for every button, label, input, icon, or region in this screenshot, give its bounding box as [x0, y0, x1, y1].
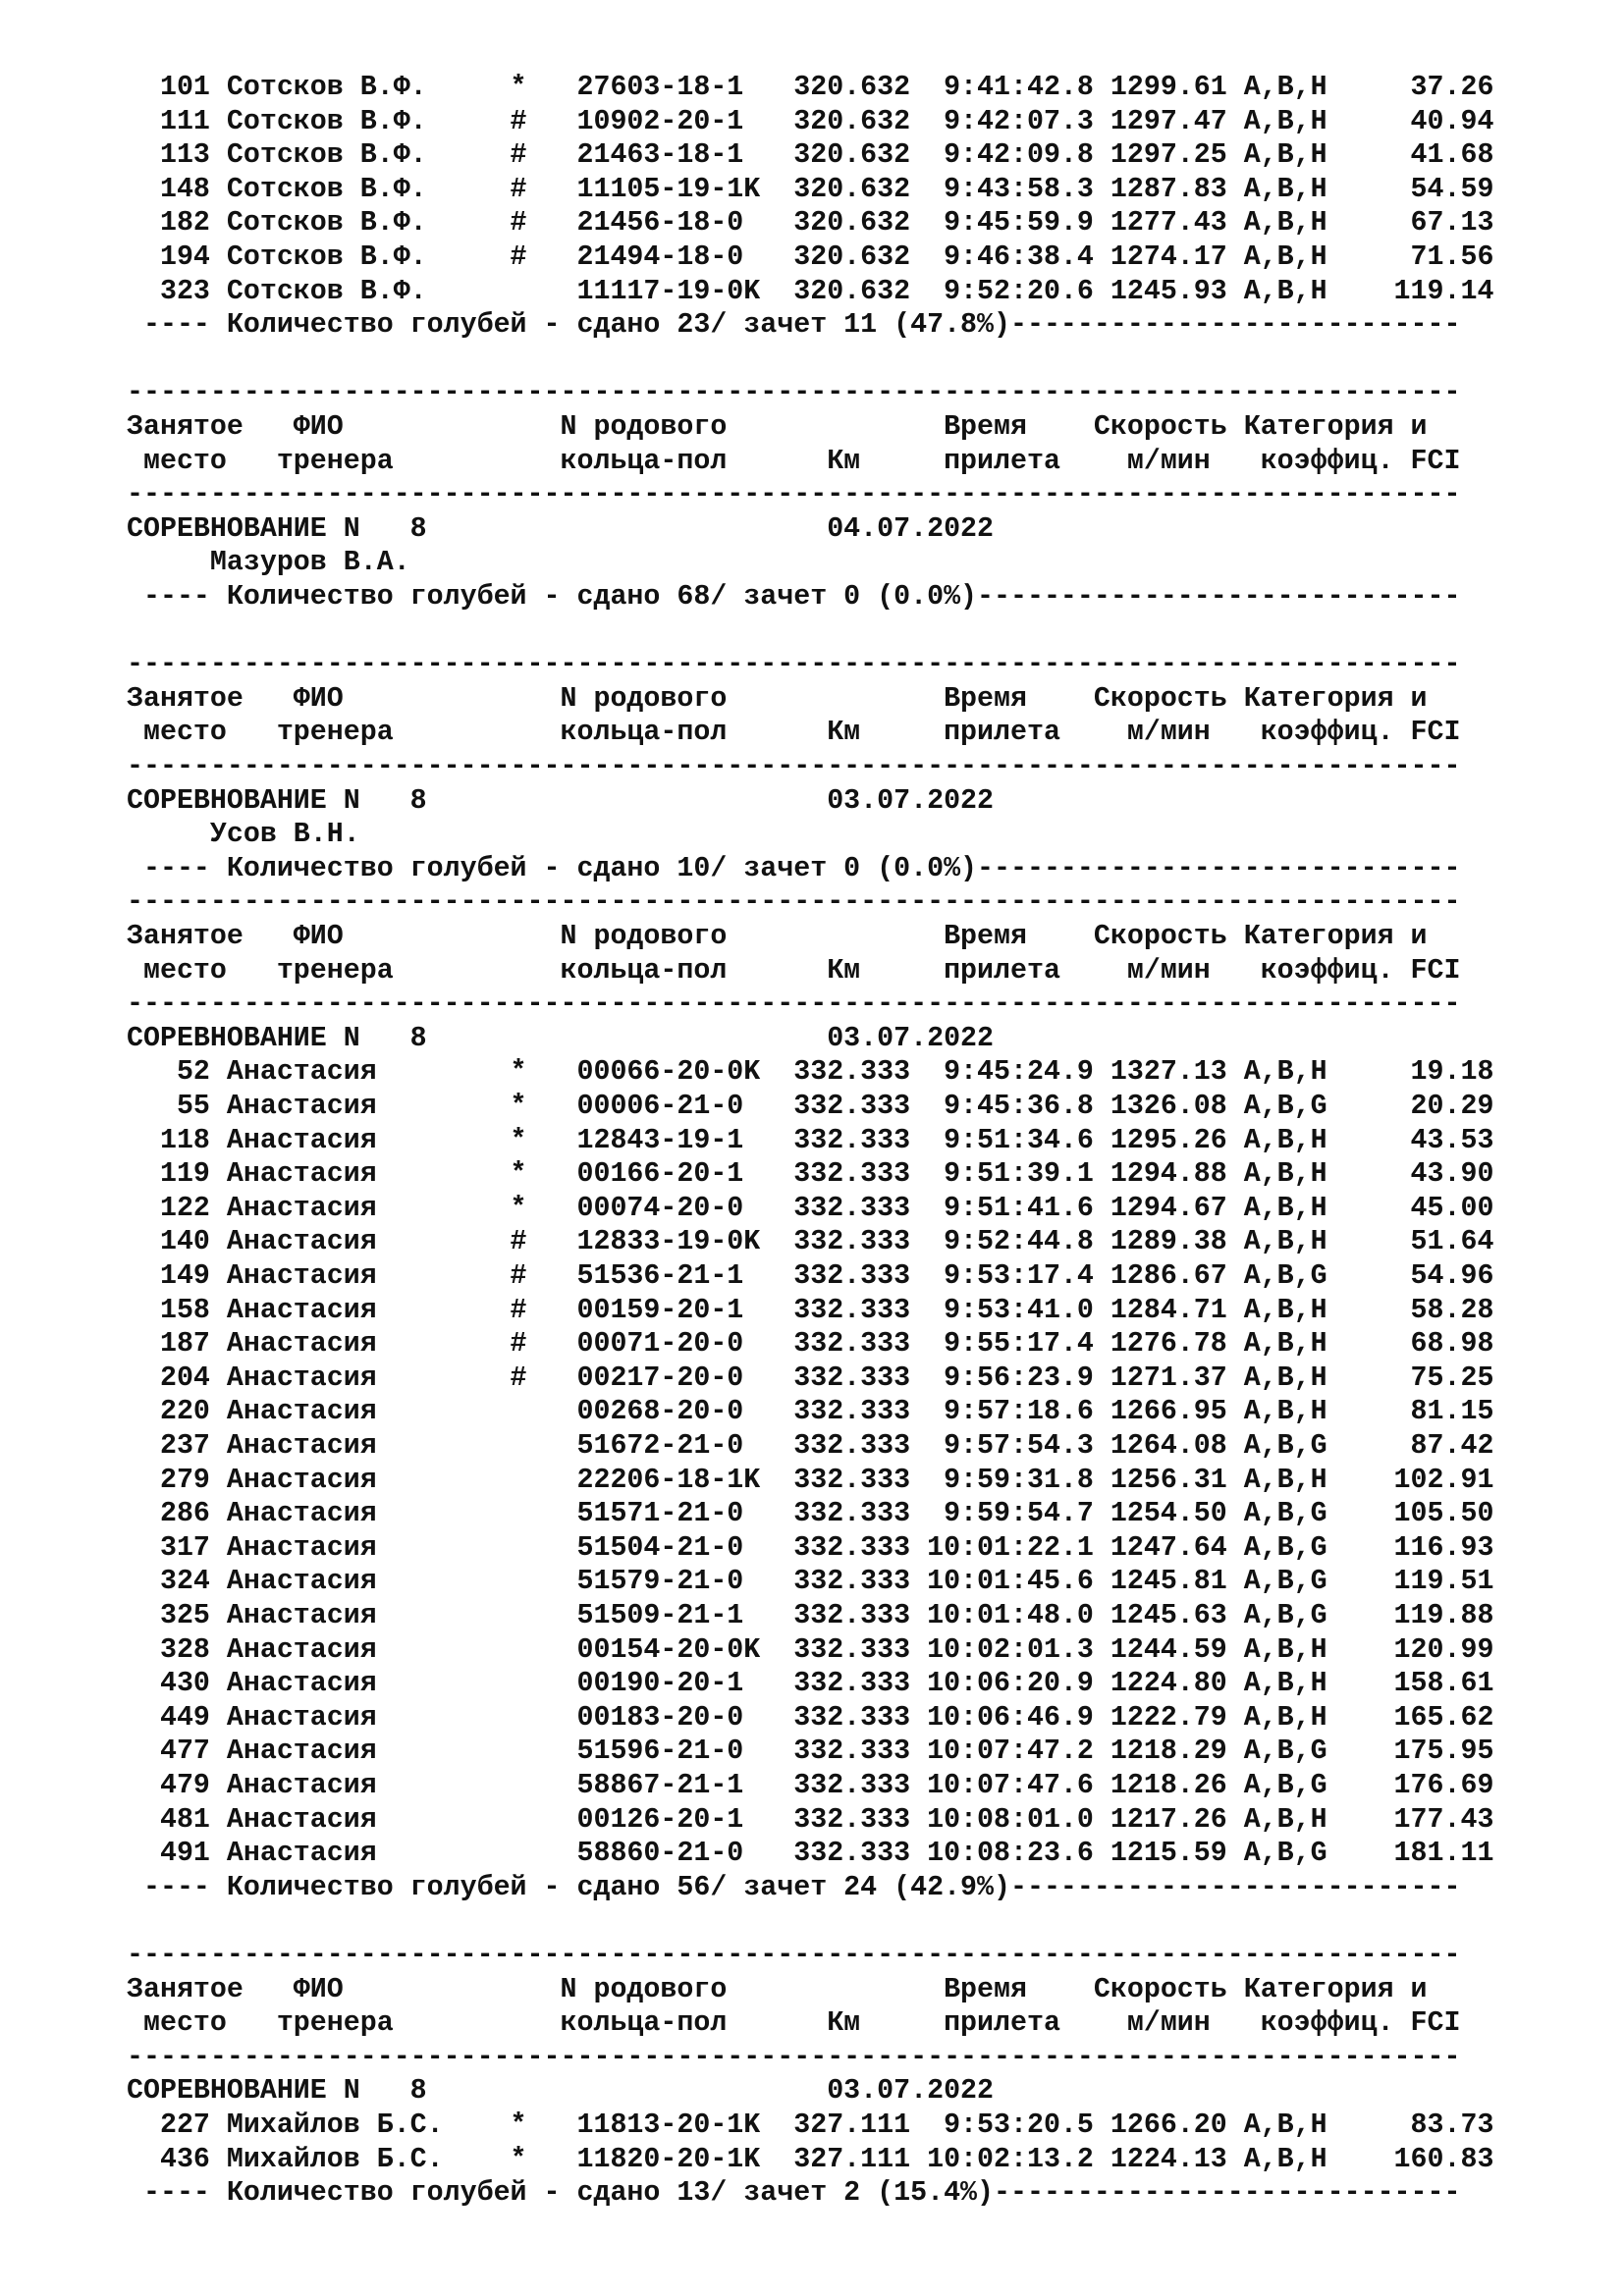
report-line: место тренера кольца-пол Км прилета м/мин коэффиц. FCI: [127, 445, 1461, 477]
report-line: Занятое ФИО N родового Время Скорость Категория и: [127, 682, 1428, 715]
report-line: 220 Анастасия 00268-20-0 332.333 9:57:18.6 1266.95 A,B,H 81.15: [127, 1396, 1494, 1428]
report-line: Занятое ФИО N родового Время Скорость Категория и: [127, 921, 1428, 952]
report-line: 481 Анастасия 00126-20-1 332.333 10:08:01.0 1217.26 A,B,H 177.43: [127, 1803, 1494, 1836]
report-line: 204 Анастасия # 00217-20-0 332.333 9:56:23.9 1271.37 A,B,H 75.25: [127, 1362, 1494, 1394]
report-line: 55 Анастасия * 00006-21-0 332.333 9:45:36.8 1326.08 A,B,G 20.29: [127, 1091, 1494, 1122]
report-line: --------------------------------------------------------------------------------: [127, 2041, 1461, 2073]
report-line: СОРЕВНОВАНИЕ N 8 03.07.2022: [127, 784, 995, 817]
report-line: --------------------------------------------------------------------------------: [127, 1940, 1461, 1971]
report-line: 140 Анастасия # 12833-19-0K 332.333 9:52:44.8 1289.38 A,B,H 51.64: [127, 1226, 1494, 1258]
report-line: 479 Анастасия 58867-21-1 332.333 10:07:47.6 1218.26 A,B,G 176.69: [127, 1770, 1494, 1801]
report-line: --------------------------------------------------------------------------------: [127, 988, 1461, 1021]
report-line: 182 Сотсков В.Ф. # 21456-18-0 320.632 9:45:59.9 1277.43 A,B,H 67.13: [127, 207, 1494, 240]
report-line: 101 Сотсков В.Ф. * 27603-18-1 320.632 9:41:42.8 1299.61 A,B,H 37.26: [127, 72, 1494, 103]
report-line: 317 Анастасия 51504-21-0 332.333 10:01:22.1 1247.64 A,B,G 116.93: [127, 1531, 1494, 1564]
report-line: ---- Количество голубей - сдано 10/ зачет 0 (0.0%)-----------------------------: [127, 852, 1461, 884]
report-line: Занятое ФИО N родового Время Скорость Категория и: [127, 1973, 1428, 2005]
report-line: 227 Михайлов Б.С. * 11813-20-1K 327.111 9:53:20.5 1266.20 A,B,H 83.73: [127, 2109, 1494, 2141]
report-line: 52 Анастасия * 00066-20-0K 332.333 9:45:24.9 1327.13 A,B,H 19.18: [127, 1056, 1494, 1089]
report-line: 122 Анастасия * 00074-20-0 332.333 9:51:41.6 1294.67 A,B,H 45.00: [127, 1192, 1494, 1224]
report-line: 286 Анастасия 51571-21-0 332.333 9:59:54.7 1254.50 A,B,G 105.50: [127, 1498, 1494, 1530]
report-line: 430 Анастасия 00190-20-1 332.333 10:06:20.9 1224.80 A,B,H 158.61: [127, 1668, 1494, 1700]
report-line: 325 Анастасия 51509-21-1 332.333 10:01:48.0 1245.63 A,B,G 119.88: [127, 1600, 1494, 1631]
report-line: место тренера кольца-пол Км прилета м/мин коэффиц. FCI: [127, 2007, 1461, 2040]
report-line: 113 Сотсков В.Ф. # 21463-18-1 320.632 9:42:09.8 1297.25 A,B,H 41.68: [127, 139, 1494, 172]
report-line: 323 Сотсков В.Ф. 11117-19-0K 320.632 9:52:20.6 1245.93 A,B,H 119.14: [127, 275, 1494, 307]
report-line: 119 Анастасия * 00166-20-1 332.333 9:51:39.1 1294.88 A,B,H 43.90: [127, 1158, 1494, 1191]
report-line: 449 Анастасия 00183-20-0 332.333 10:06:46.9 1222.79 A,B,H 165.62: [127, 1701, 1494, 1734]
report-line: 194 Сотсков В.Ф. # 21494-18-0 320.632 9:46:38.4 1274.17 A,B,H 71.56: [127, 241, 1494, 273]
report-line: Мазуров В.А.: [127, 547, 410, 579]
report-line: 111 Сотсков В.Ф. # 10902-20-1 320.632 9:42:07.3 1297.47 A,B,H 40.94: [127, 105, 1494, 137]
report-line: --------------------------------------------------------------------------------: [127, 751, 1461, 782]
report-line: --------------------------------------------------------------------------------: [127, 649, 1461, 681]
report-line: --------------------------------------------------------------------------------: [127, 377, 1461, 409]
report-line: 237 Анастасия 51672-21-0 332.333 9:57:54.3 1264.08 A,B,G 87.42: [127, 1430, 1494, 1462]
report-line: 118 Анастасия * 12843-19-1 332.333 9:51:34.6 1295.26 A,B,H 43.53: [127, 1124, 1494, 1156]
report-line: 436 Михайлов Б.С. * 11820-20-1K 327.111 10:02:13.2 1224.13 A,B,H 160.83: [127, 2143, 1494, 2175]
report-line: ---- Количество голубей - сдано 68/ зачет 0 (0.0%)-----------------------------: [127, 581, 1461, 613]
report-line: 149 Анастасия # 51536-21-1 332.333 9:53:17.4 1286.67 A,B,G 54.96: [127, 1260, 1494, 1292]
report-line: ---- Количество голубей - сдано 23/ зачет 11 (47.8%)---------------------------: [127, 309, 1461, 342]
report-line: --------------------------------------------------------------------------------: [127, 479, 1461, 511]
report-line: 158 Анастасия # 00159-20-1 332.333 9:53:41.0 1284.71 A,B,H 58.28: [127, 1294, 1494, 1326]
report-line: 477 Анастасия 51596-21-0 332.333 10:07:47.2 1218.29 A,B,G 175.95: [127, 1735, 1494, 1768]
report-line: 148 Сотсков В.Ф. # 11105-19-1K 320.632 9:43:58.3 1287.83 A,B,H 54.59: [127, 173, 1494, 205]
report-line: ---- Количество голубей - сдано 13/ зачет 2 (15.4%)----------------------------: [127, 2177, 1461, 2210]
report-line: Занятое ФИО N родового Время Скорость Категория и: [127, 411, 1428, 443]
report-line: --------------------------------------------------------------------------------: [127, 886, 1461, 919]
report-line: 187 Анастасия # 00071-20-0 332.333 9:55:17.4 1276.78 A,B,H 68.98: [127, 1328, 1494, 1361]
report-line: Усов В.Н.: [127, 819, 360, 851]
report-line: место тренера кольца-пол Км прилета м/мин коэффиц. FCI: [127, 717, 1461, 749]
report-line: 491 Анастасия 58860-21-0 332.333 10:08:23.6 1215.59 A,B,G 181.11: [127, 1838, 1494, 1870]
report-line: СОРЕВНОВАНИЕ N 8 04.07.2022: [127, 512, 995, 545]
report-line: ---- Количество голубей - сдано 56/ зачет 24 (42.9%)---------------------------: [127, 1871, 1461, 1903]
report-line: 324 Анастасия 51579-21-0 332.333 10:01:45.6 1245.81 A,B,G 119.51: [127, 1566, 1494, 1598]
report-line: место тренера кольца-пол Км прилета м/мин коэффиц. FCI: [127, 954, 1461, 987]
report-line: СОРЕВНОВАНИЕ N 8 03.07.2022: [127, 1022, 995, 1054]
report-line: 279 Анастасия 22206-18-1K 332.333 9:59:31.8 1256.31 A,B,H 102.91: [127, 1464, 1494, 1496]
report-line: СОРЕВНОВАНИЕ N 8 03.07.2022: [127, 2075, 995, 2108]
report-line: 328 Анастасия 00154-20-0K 332.333 10:02:01.3 1244.59 A,B,H 120.99: [127, 1633, 1494, 1666]
